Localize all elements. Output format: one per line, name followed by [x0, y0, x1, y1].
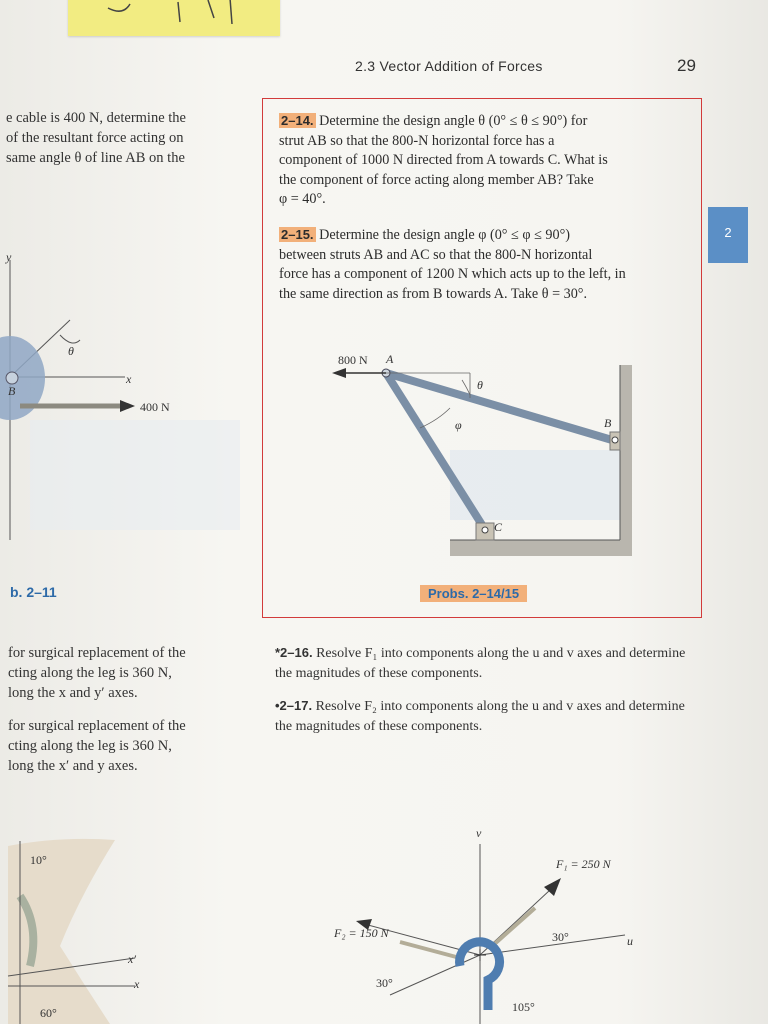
- angle-105-label: 105°: [512, 1000, 535, 1014]
- angle-10-label: 10°: [30, 853, 47, 867]
- left-line: cting along the leg is 360 N,: [8, 738, 172, 754]
- f1-label: F₁ = 250 N: [556, 857, 611, 871]
- left-line: e cable is 400 N, determine the: [6, 110, 186, 126]
- problem-line: component of 1000 N directed from A towards C. What is: [279, 152, 608, 168]
- problem-number: •2–17.: [275, 698, 313, 713]
- phi-label: φ: [455, 418, 462, 432]
- theta-label: θ: [477, 378, 483, 392]
- problem-number: 2–14.: [281, 113, 314, 128]
- v-axis-label: v: [476, 826, 482, 840]
- hook-figure: [340, 830, 670, 1024]
- point-b-label: B: [8, 384, 16, 398]
- running-header-section: 2.3 Vector Addition of Forces: [355, 58, 543, 74]
- problem-2-14: [279, 111, 693, 210]
- angle-30-left-label: 30°: [376, 976, 393, 990]
- problem-2-16: [275, 643, 695, 683]
- x-prime-label: x′: [128, 952, 136, 966]
- problem-line: Determine the design angle θ (0° ≤ θ ≤ 90°) for: [319, 113, 588, 129]
- page-number: 29: [677, 56, 696, 75]
- left-line: long the x′ and y axes.: [8, 758, 138, 774]
- problem-line: the component of force acting along member AB? Take: [279, 171, 594, 188]
- lower-left-figure: [0, 836, 150, 1024]
- left-line: of the resultant force acting on: [6, 130, 184, 146]
- force-400n-label: 400 N: [140, 400, 170, 414]
- theta-label: θ: [68, 344, 74, 358]
- problem-2-15: [279, 225, 693, 304]
- problem-2-17: [275, 696, 695, 736]
- left-line: for surgical replacement of the: [8, 718, 186, 734]
- x-axis-label: x: [134, 977, 140, 991]
- chapter-tab: 2: [708, 207, 748, 263]
- angle-30-right-label: 30°: [552, 930, 569, 944]
- problem-number: 2–15.: [281, 227, 314, 242]
- problem-line: Determine the design angle φ (0° ≤ φ ≤ 90°): [319, 227, 571, 243]
- left-figure: [0, 240, 250, 570]
- left-figure-caption: b. 2–11: [10, 584, 57, 600]
- left-line: for surgical replacement of the: [8, 645, 186, 661]
- probs-caption: Probs. 2–14/15: [420, 585, 527, 602]
- sticky-note: [68, 0, 280, 36]
- problem-line: φ = 40°.: [279, 191, 326, 207]
- force-800n-label: 800 N: [338, 353, 368, 367]
- x-axis-label: x: [126, 372, 132, 386]
- problem-text: Resolve F₂ into components along the u and v axes and determine the magnitudes of these components.: [275, 699, 685, 734]
- point-c-label: C: [494, 520, 503, 534]
- problem-line: between struts AB and AC so that the 800-N horizontal: [279, 246, 593, 263]
- point-a-label: A: [386, 352, 394, 366]
- point-b-label: B: [604, 416, 612, 430]
- problem-line: strut AB so that the 800-N horizontal force has a: [279, 132, 555, 149]
- problem-text: Resolve F₁ into components along the u and v axes and determine the magnitudes of these components.: [275, 646, 686, 681]
- y-axis-label: y: [6, 250, 12, 264]
- left-line: cting along the leg is 360 N,: [8, 665, 172, 681]
- u-axis-label: u: [627, 934, 633, 948]
- problem-line: force has a component of 1200 N which acts up to the left, in: [279, 266, 626, 282]
- left-line: same angle θ of line AB on the: [6, 150, 185, 166]
- problem-line: the same direction as from B towards A. Take θ = 30°.: [279, 285, 588, 302]
- f2-label: F₂ = 150 N: [334, 926, 389, 940]
- angle-60-label: 60°: [40, 1006, 57, 1020]
- problem-number: *2–16.: [275, 645, 313, 660]
- left-line: long the x and y′ axes.: [8, 685, 138, 701]
- strut-figure: [320, 340, 640, 570]
